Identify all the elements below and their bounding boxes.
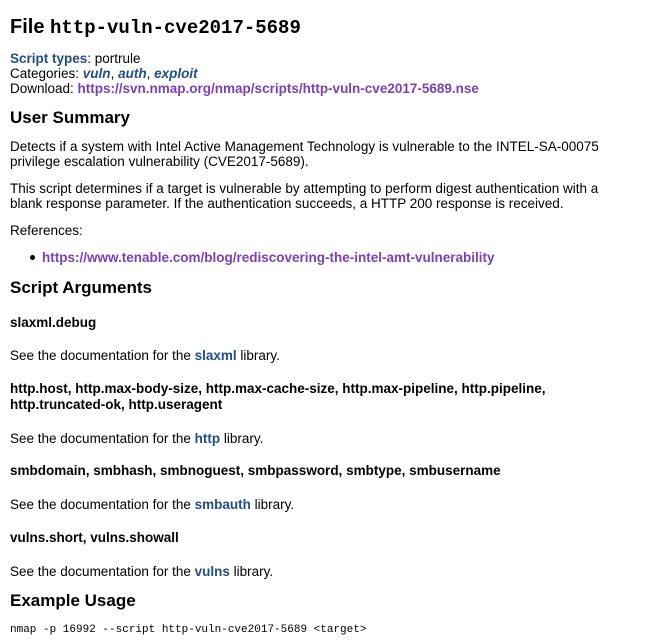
argument-names-smbauth: smbdomain, smbhash, smbnoguest, smbpassword, smbtype, smbusername [10, 463, 501, 478]
argument-names-vulns: vulns.short, vulns.showall [10, 530, 179, 545]
download-row [10, 81, 479, 96]
script-types-value: : portrule [87, 51, 141, 66]
user-summary-heading: User Summary [10, 108, 131, 127]
argument-doc-smbauth: See the documentation for the smbauth library. [10, 497, 295, 512]
script-arguments-heading: Script Arguments [10, 278, 153, 297]
categories-label: Categories: [10, 66, 83, 81]
bullet-icon [30, 255, 35, 260]
example-usage-heading: Example Usage [10, 591, 136, 610]
library-link-vulns[interactable]: vulns [194, 564, 230, 579]
title-prefix: File [10, 16, 45, 38]
reference-list-item [30, 250, 495, 265]
download-label: Download: [10, 81, 78, 96]
library-link-smbauth[interactable]: smbauth [194, 497, 251, 512]
page-title [10, 14, 301, 41]
argument-names-slaxml: slaxml.debug [10, 315, 97, 330]
references-label: References: [10, 223, 83, 238]
argument-names-http: http.host, http.max-body-size, http.max-cache-size, http.max-pipeline, http.pipeline, http.truncated-ok, http.useragent [10, 381, 546, 412]
reference-link[interactable]: https://www.tenable.com/blog/rediscovering-the-intel-amt-vulnerability [42, 250, 495, 265]
argument-doc-vulns: See the documentation for the vulns library. [10, 564, 274, 579]
summary-paragraph-1: Detects if a system with Intel Active Management Technology is vulnerable to the INTEL-SA-00075 privilege escalation vulnerability (CVE2017-5689). [10, 139, 599, 169]
library-link-slaxml[interactable]: slaxml [194, 348, 237, 363]
summary-paragraph-2: This script determines if a target is vulnerable by attempting to perform digest authentication with a blank response parameter. If the authentication succeeds, a HTTP 200 response is received. [10, 181, 599, 211]
category-link-exploit[interactable]: exploit [154, 66, 198, 81]
download-link[interactable]: https://svn.nmap.org/nmap/scripts/http-vuln-cve2017-5689.nse [77, 81, 479, 96]
example-command: nmap -p 16992 --script http-vuln-cve2017-5689 <target> [10, 624, 367, 636]
library-link-http[interactable]: http [194, 431, 221, 446]
categories-row: Categories: vuln, auth, exploit [10, 66, 198, 81]
title-script-name: http-vuln-cve2017-5689 [50, 17, 301, 39]
script-types-row [10, 51, 479, 66]
argument-doc-http: See the documentation for the http library. [10, 431, 264, 446]
category-link-auth[interactable]: auth [118, 66, 147, 81]
category-link-vuln[interactable]: vuln [82, 66, 111, 81]
argument-doc-slaxml: See the documentation for the slaxml library. [10, 348, 280, 363]
script-metadata [10, 51, 479, 96]
script-types-link[interactable]: Script types [10, 51, 88, 66]
